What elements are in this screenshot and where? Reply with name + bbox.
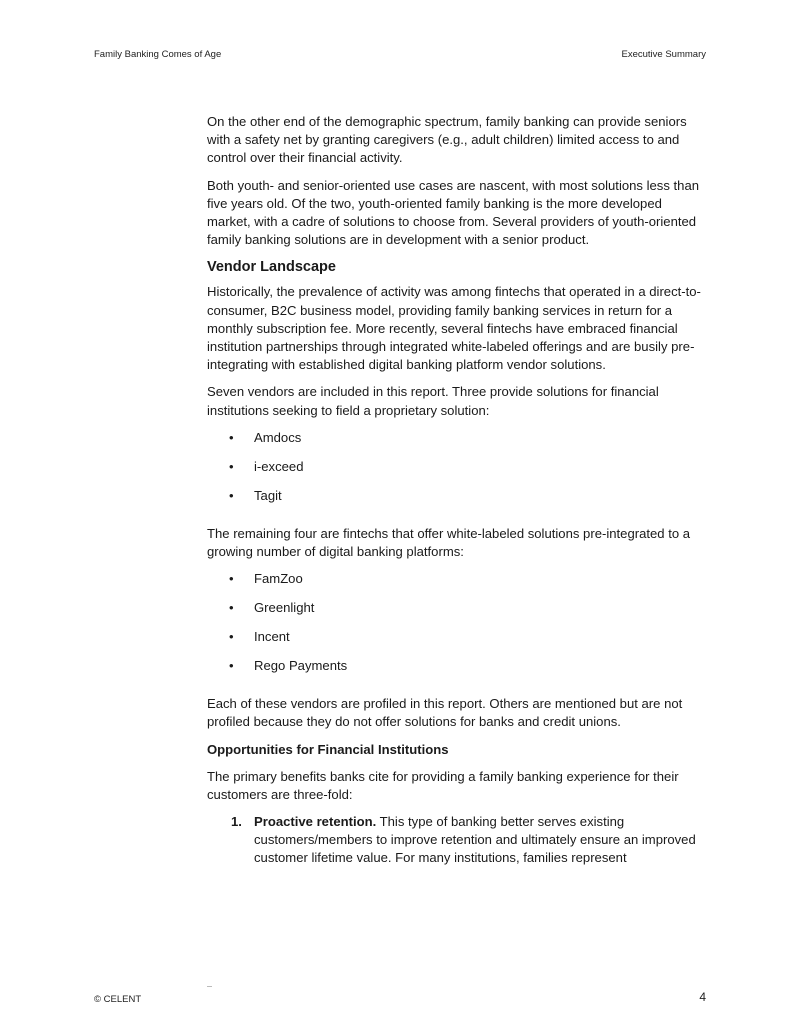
list-item: • i-exceed [229, 458, 304, 474]
bullet-icon: • [229, 571, 234, 587]
heading-opportunities: Opportunities for Financial Institutions [207, 741, 449, 757]
paragraph-remaining-four: The remaining four are fintechs that offer white-labeled solutions pre-integrated to a growing number of digital banking platforms: [207, 525, 691, 560]
footer-mark [207, 986, 212, 987]
paragraph-seven-vendors: Seven vendors are included in this report. Three provide solutions for financial institutions seeking to field a proprietary solution: [207, 384, 659, 418]
list-item [207, 813, 707, 868]
paragraph-benefits: The primary benefits banks cite for providing a family banking experience for their customers are three-fold: [207, 768, 679, 802]
bullet-icon: • [229, 600, 234, 616]
benefits-list [207, 813, 707, 868]
vendor-list-proprietary [207, 429, 707, 516]
page-content [207, 113, 707, 868]
benefit-title: Proactive retention. [254, 814, 377, 830]
paragraph-history: Historically, the prevalence of activity was among fintechs that operated in a direct-to-consumer, B2C business model, providing family banking services in return for a monthly subscription fee. More recently, several fintechs have embraced financial institution partnerships through integrated white-labeled offerings and are busily pre-integrating with established digital banking platform vendor solutions. [207, 284, 701, 373]
list-item: • Incent [229, 629, 290, 645]
paragraph-profiled: Each of these vendors are profiled in this report. Others are mentioned but are not profiled because they do not offer solutions for banks and credit unions. [207, 696, 683, 730]
list-item: • Rego Payments [229, 658, 348, 674]
list-number: 1. [231, 814, 242, 830]
list-item: • FamZoo [229, 571, 303, 587]
list-item: • Greenlight [229, 600, 315, 616]
list-item: • Amdocs [229, 429, 302, 445]
running-header-section: Executive Summary [621, 49, 706, 60]
running-header-title: Family Banking Comes of Age [94, 49, 222, 60]
paragraph-use-cases: Both youth- and senior-oriented use cases are nascent, with most solutions less than five years old. Of the two, youth-oriented family banking is the more developed market, with a cadre of solutions to choose from. Several providers of youth-oriented family banking solutions are in development with a senior product. [207, 177, 700, 248]
bullet-icon: • [229, 487, 234, 503]
bullet-icon: • [229, 658, 234, 674]
vendor-list-fintechs [207, 570, 707, 686]
bullet-icon: • [229, 429, 234, 445]
paragraph-seniors: On the other end of the demographic spectrum, family banking can provide seniors with a safety net by granting caregivers (e.g., adult children) limited access to and control over their financial activity. [207, 114, 687, 166]
bullet-icon: • [229, 629, 234, 645]
bullet-icon: • [229, 458, 234, 474]
benefit-text: This type of banking better serves existing customers/members to improve retention and ultimately ensure an improved customer lifetime value. For many institutions, families represent [254, 814, 696, 866]
heading-vendor-landscape: Vendor Landscape [207, 259, 336, 276]
page-number: 4 [699, 990, 706, 1004]
list-item: • Tagit [229, 487, 282, 503]
copyright: © CELENT [94, 994, 142, 1005]
